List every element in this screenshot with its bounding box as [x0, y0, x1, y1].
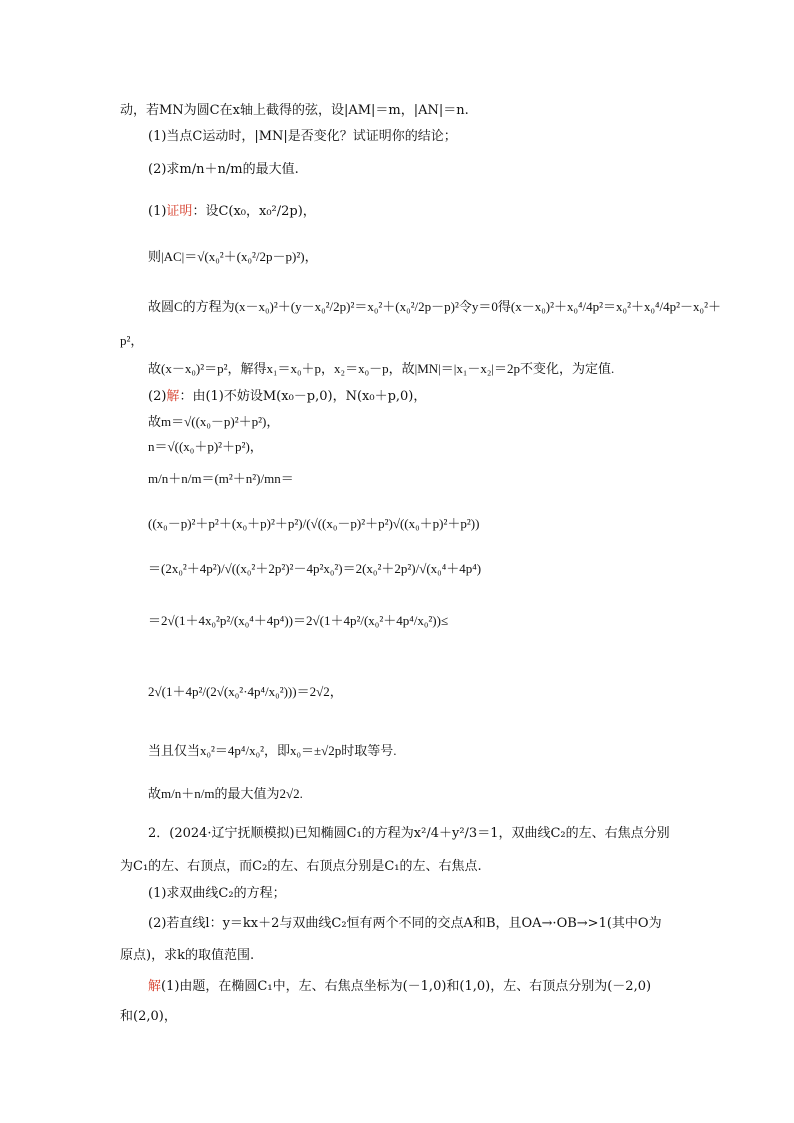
question-2: (2)求m/n＋n/m的最大值.	[148, 162, 299, 177]
solution-text: (1)由题，在椭圆C₁中，左、右焦点坐标为(－1,0)和(1,0)，左、右顶点分别为(－2,0)	[161, 979, 652, 994]
formula-line: ＝2√(1＋4x₀²p²/(x₀⁴＋4p⁴))＝2√(1＋4p²/(x₀²＋4p⁴/x₀²))≤	[148, 613, 449, 628]
text-line: 为C₁的左、右顶点，而C₂的左、右顶点分别是C₁的左、右焦点.	[120, 859, 482, 874]
solution-line	[148, 388, 426, 406]
formula-line: 故m＝√((x₀－p)²＋p²)，	[148, 414, 280, 429]
part-label: (2)	[148, 389, 167, 404]
formula-line: n＝√((x₀＋p)²＋p²)，	[148, 439, 263, 454]
formula-line: m/n＋n/m＝(m²＋n²)/mn＝	[148, 471, 294, 486]
question-1: (1)求双曲线C₂的方程；	[148, 886, 286, 901]
formula-line: ＝(2x₀²＋4p²)/√((x₀²＋2p²)²－4p²x₀²)＝2(x₀²＋2p²)/√(x₀⁴＋4p⁴)	[148, 561, 482, 576]
proof-text: ：设C(x₀，x₀²/2p)，	[192, 204, 316, 219]
proof-line	[148, 203, 316, 221]
problem-2: 2．(2024·辽宁抚顺模拟)已知椭圆C₁的方程为x²/4＋y²/3＝1，双曲线C₂的左、右焦点分别	[148, 826, 670, 841]
formula-line: 当且仅当x₀²＝4p⁴/x₀²，即x₀＝±√2p时取等号.	[148, 743, 397, 758]
formula-line: 故圆C的方程为(x－x₀)²＋(y－x₀²/2p)²＝x₀²＋(x₀²/2p－p)²令y＝0得(x－x₀)²＋x₀⁴/4p²＝x₀²＋x₀⁴/4p²－x₀²＋	[148, 299, 721, 314]
text-line: 原点)，求k的取值范围.	[120, 948, 255, 963]
proof-label: 证明	[166, 204, 193, 219]
solution-label: 解	[148, 979, 162, 994]
part-label: (1)	[148, 204, 167, 219]
formula-line: 故m/n＋n/m的最大值为2√2.	[148, 786, 303, 801]
formula-line: 故(x－x₀)²＝p²，解得x₁＝x₀＋p，x₂＝x₀－p，故|MN|＝|x₁－x₂|＝2p不变化，为定值.	[148, 361, 615, 376]
question-2: (2)若直线l：y＝kx＋2与双曲线C₂恒有两个不同的交点A和B，且OA→·OB→>1(其中O为	[148, 916, 662, 931]
formula-line: p²，	[120, 333, 144, 348]
formula-line: 则|AC|＝√(x₀²＋(x₀²/2p－p)²)，	[148, 249, 318, 264]
text-line: 动，若MN为圆C在x轴上截得的弦，设|AM|＝m，|AN|＝n.	[120, 103, 469, 118]
solution-text: ：由(1)不妨设M(x₀－p,0)，N(x₀＋p,0)，	[179, 389, 427, 404]
question-1: (1)当点C运动时，|MN|是否变化？试证明你的结论；	[148, 129, 457, 144]
formula-line: ((x₀－p)²＋p²＋(x₀＋p)²＋p²)/(√((x₀－p)²＋p²)√((x₀＋p)²＋p²))	[148, 516, 480, 531]
solution-line	[148, 978, 651, 996]
formula-line: 2√(1＋4p²/(2√(x₀²·4p⁴/x₀²)))＝2√2，	[148, 684, 343, 699]
solution-label: 解	[166, 389, 180, 404]
text-line: 和(2,0)，	[120, 1009, 177, 1024]
